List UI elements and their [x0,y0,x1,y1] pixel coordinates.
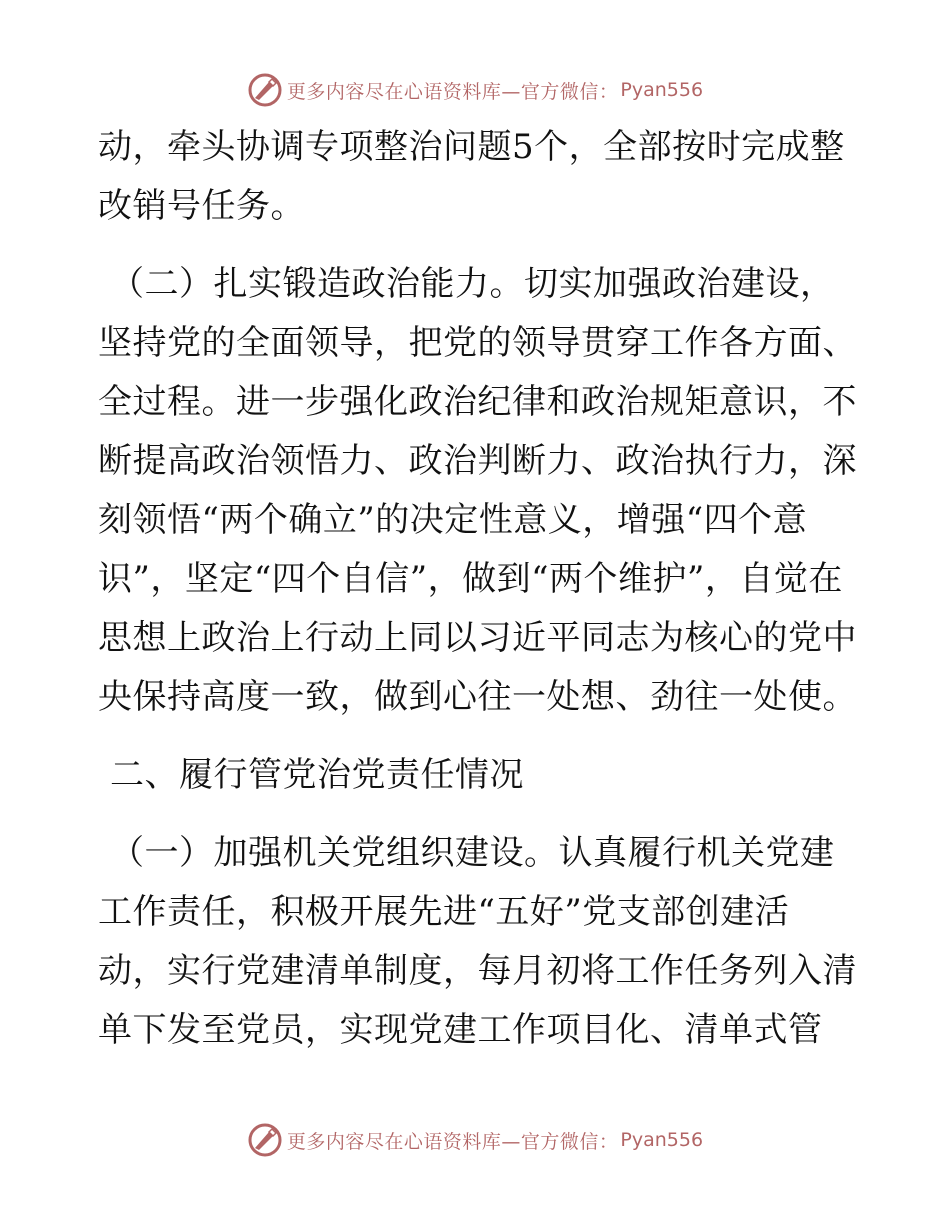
watermark-wechat-id: Pyan556 [620,79,704,101]
watermark-wechat-id: Pyan556 [620,1129,704,1151]
document-body [98,118,858,1060]
watermark-header [0,70,950,110]
watermark-text: 更多内容尽在心语资料库—官方微信： [286,1130,619,1153]
paragraph-political-capability: （二）扎实锻造政治能力。切实加强政治建设，坚持党的全面领导，把党的领导贯穿工作各方面、全过程。进一步强化政治纪律和政治规矩意识，不断提高政治领悟力、政治判断力、政治执行力，深刻领悟“两个确立”的决定性意义，增强“四个意识”，坚定“四个自信”，做到“两个维护”，自觉在思想上政治上行动上同以习近平同志为核心的党中央保持高度一致，做到心往一处想、劲往一处使。 [98,264,857,717]
watermark-text: 更多内容尽在心语资料库—官方微信： [286,80,619,103]
pen-in-circle-icon [247,1122,283,1158]
paragraph-party-organization: （一）加强机关党组织建设。认真履行机关党建工作责任，积极开展先进“五好”党支部创建活动，实行党建清单制度，每月初将工作任务列入清单下发至党员，实现党建工作项目化、清单式管 [98,833,857,1050]
pen-in-circle-icon [247,72,283,108]
watermark-footer [0,1120,950,1160]
section-heading: 二、履行管党治党责任情况 [110,755,524,795]
paragraph-continuation: 动，牵头协调专项整治问题5个，全部按时完成整改销号任务。 [98,127,845,226]
